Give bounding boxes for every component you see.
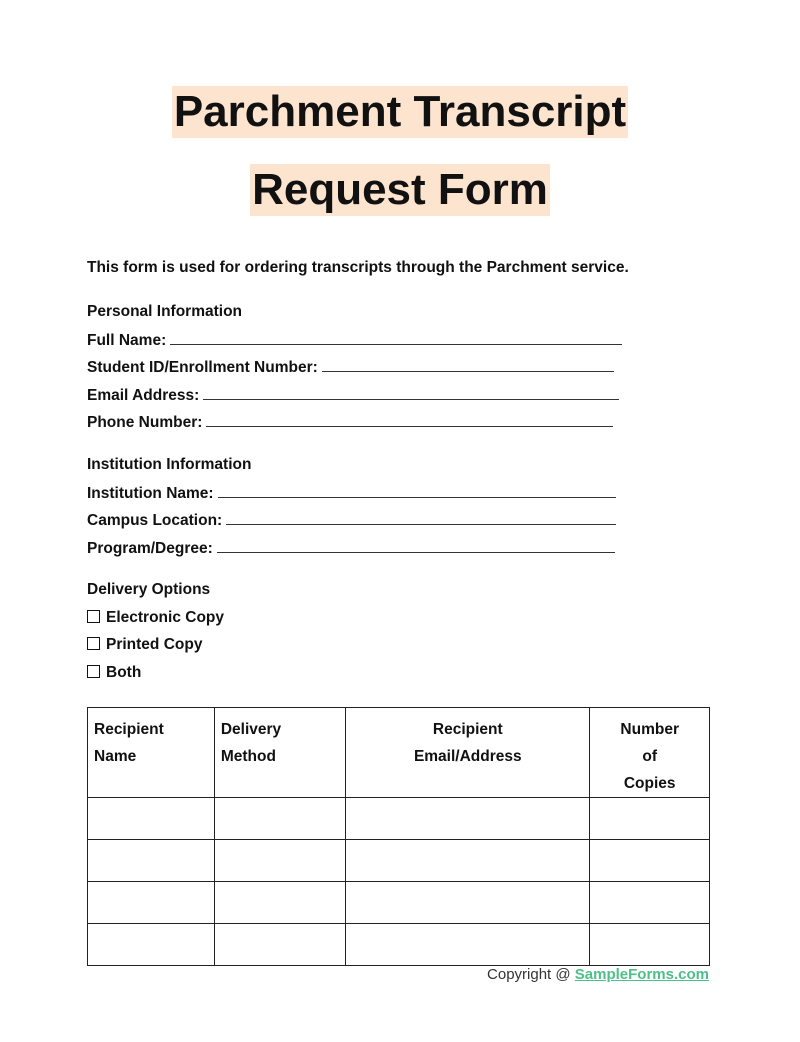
program-degree-blank[interactable] [217, 534, 615, 553]
copyright-notice [487, 966, 709, 983]
personal-information-section [87, 298, 622, 436]
email-address-blank[interactable] [203, 381, 619, 400]
option-label: Printed Copy [106, 636, 203, 653]
institution-name-field[interactable] [87, 479, 616, 507]
table-cell[interactable] [346, 798, 590, 840]
option-electronic-copy[interactable] [87, 604, 224, 632]
table-row [88, 840, 710, 882]
checkbox-icon[interactable] [87, 637, 100, 650]
table-cell[interactable] [590, 840, 710, 882]
phone-number-field[interactable] [87, 408, 622, 436]
table-cell[interactable] [214, 882, 345, 924]
institution-information-heading: Institution Information [87, 456, 252, 473]
field-label: Institution Name: [87, 484, 214, 502]
field-label: Phone Number: [87, 414, 203, 431]
page-title [0, 86, 800, 216]
table-cell[interactable] [346, 840, 590, 882]
table-cell[interactable] [346, 924, 590, 966]
table-row [88, 882, 710, 924]
table-cell[interactable] [346, 882, 590, 924]
institution-name-blank[interactable] [218, 479, 616, 498]
option-label: Both [106, 663, 142, 681]
program-degree-field[interactable] [87, 534, 616, 562]
option-printed-copy[interactable] [87, 631, 224, 659]
table-cell[interactable] [214, 924, 345, 966]
copyright-text: Copyright @ [487, 966, 575, 983]
recipients-table [87, 707, 710, 966]
institution-information-section [87, 451, 616, 561]
intro-text: This form is used for ordering transcripts through the Parchment service. [87, 259, 629, 276]
table-cell[interactable] [88, 840, 215, 882]
title-line-1: Parchment Transcript [173, 87, 627, 136]
table-cell[interactable] [590, 924, 710, 966]
table-cell[interactable] [88, 882, 215, 924]
table-cell[interactable] [214, 798, 345, 840]
field-label: Email Address: [87, 386, 200, 404]
delivery-options-heading: Delivery Options [87, 581, 211, 598]
student-id-blank[interactable] [322, 353, 614, 372]
table-row [88, 924, 710, 966]
personal-information-heading: Personal Information [87, 303, 243, 320]
table-cell[interactable] [590, 798, 710, 840]
checkbox-icon[interactable] [87, 610, 100, 623]
checkbox-icon[interactable] [87, 665, 100, 678]
header-delivery-method: Delivery Method [214, 708, 345, 798]
field-label: Program/Degree: [87, 539, 213, 557]
table-row [88, 798, 710, 840]
field-label: Full Name: [87, 331, 167, 349]
title-line-2: Request Form [252, 165, 548, 214]
option-both[interactable] [87, 659, 224, 687]
table-cell[interactable] [590, 882, 710, 924]
table-cell[interactable] [214, 840, 345, 882]
campus-location-blank[interactable] [226, 506, 616, 525]
table-header-row [88, 708, 710, 798]
full-name-field[interactable] [87, 326, 622, 354]
field-label: Student ID/Enrollment Number: [87, 359, 318, 376]
header-number-of-copies: Number of Copies [590, 708, 710, 798]
student-id-field[interactable] [87, 353, 622, 381]
delivery-options-section [87, 576, 224, 686]
option-label: Electronic Copy [106, 608, 224, 626]
field-label: Campus Location: [87, 512, 223, 529]
header-recipient-name: Recipient Name [88, 708, 215, 798]
phone-number-blank[interactable] [206, 408, 613, 427]
sampleforms-link[interactable]: SampleForms.com [574, 966, 709, 983]
table-cell[interactable] [88, 798, 215, 840]
table-cell[interactable] [88, 924, 215, 966]
email-address-field[interactable] [87, 381, 622, 409]
full-name-blank[interactable] [170, 326, 622, 345]
header-recipient-email-address: Recipient Email/Address [346, 708, 590, 798]
campus-location-field[interactable] [87, 506, 616, 534]
